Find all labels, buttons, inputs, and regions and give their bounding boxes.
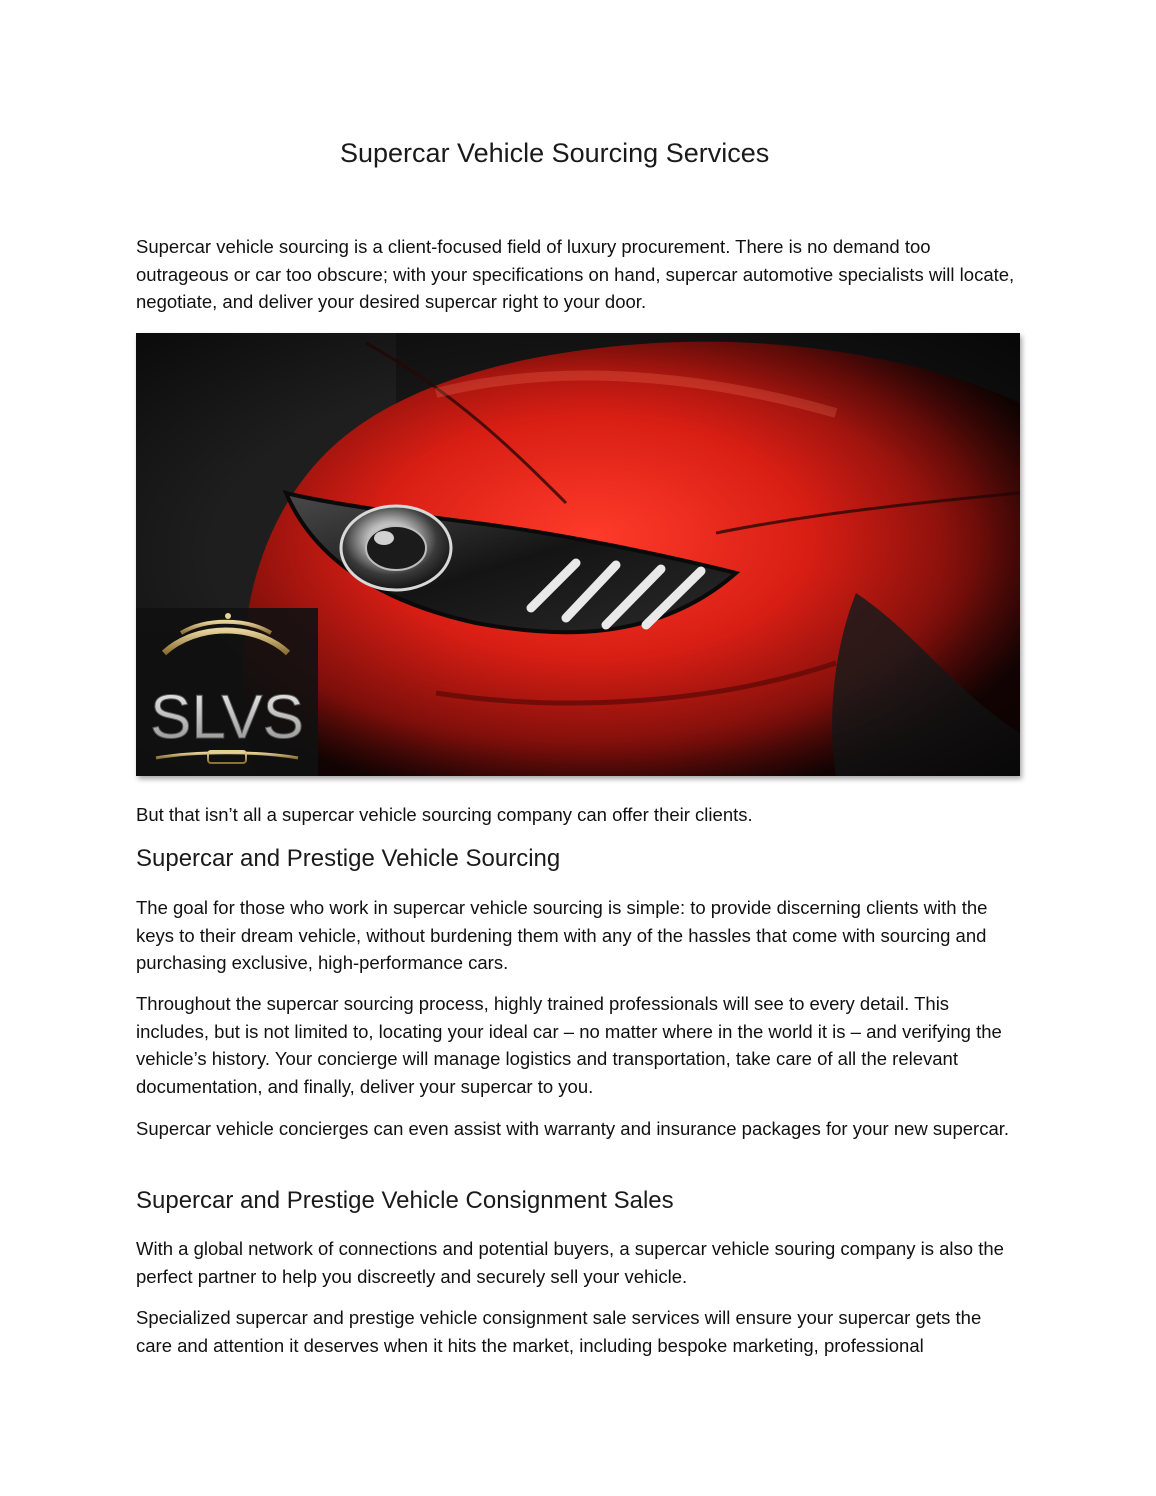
logo-text: SLVS	[150, 683, 304, 752]
hero-car-image	[136, 333, 1020, 776]
intro-paragraph: Supercar vehicle sourcing is a client-focused field of luxury procurement. There is no demand too outrageous or car too obscure; with your specifications on hand, supercar automotive specialists will locate, negotiate, and deliver your desired supercar right to your door.	[136, 236, 1015, 312]
consignment-paragraph-1: With a global network of connections and potential buyers, a supercar vehicle souring company is also the perfect partner to help you discreetly and securely sell your vehicle.	[136, 1238, 1004, 1287]
section-heading-sourcing: Supercar and Prestige Vehicle Sourcing	[136, 845, 561, 872]
section-heading-consignment: Supercar and Prestige Vehicle Consignment Sales	[136, 1187, 674, 1214]
sourcing-paragraph-2: Throughout the supercar sourcing process, highly trained professionals will see to every detail. This includes, but is not limited to, locating your ideal car – no matter where in the world it is – and verifying the vehicle’s history. Your concierge will manage logistics and transportation, take care of all the relevant documentation, and finally, deliver your supercar to you.	[136, 993, 1002, 1097]
sourcing-paragraph-3: Supercar vehicle concierges can even assist with warranty and insurance packages for your new supercar.	[136, 1118, 1010, 1139]
document-title: Supercar Vehicle Sourcing Services	[340, 138, 770, 168]
after-image-paragraph: But that isn’t all a supercar vehicle sourcing company can offer their clients.	[136, 804, 753, 825]
slvs-logo	[136, 608, 318, 776]
car-headlight-illustration	[136, 333, 1020, 776]
consignment-paragraph-2: Specialized supercar and prestige vehicle consignment sale services will ensure your supercar gets the care and attention it deserves when it hits the market, including bespoke marketing, professional	[136, 1307, 982, 1356]
sourcing-paragraph-1: The goal for those who work in supercar vehicle sourcing is simple: to provide discerning clients with the keys to their dream vehicle, without burdening them with any of the hassles that come with sourcing and purchasing exclusive, high-performance cars.	[136, 897, 988, 973]
